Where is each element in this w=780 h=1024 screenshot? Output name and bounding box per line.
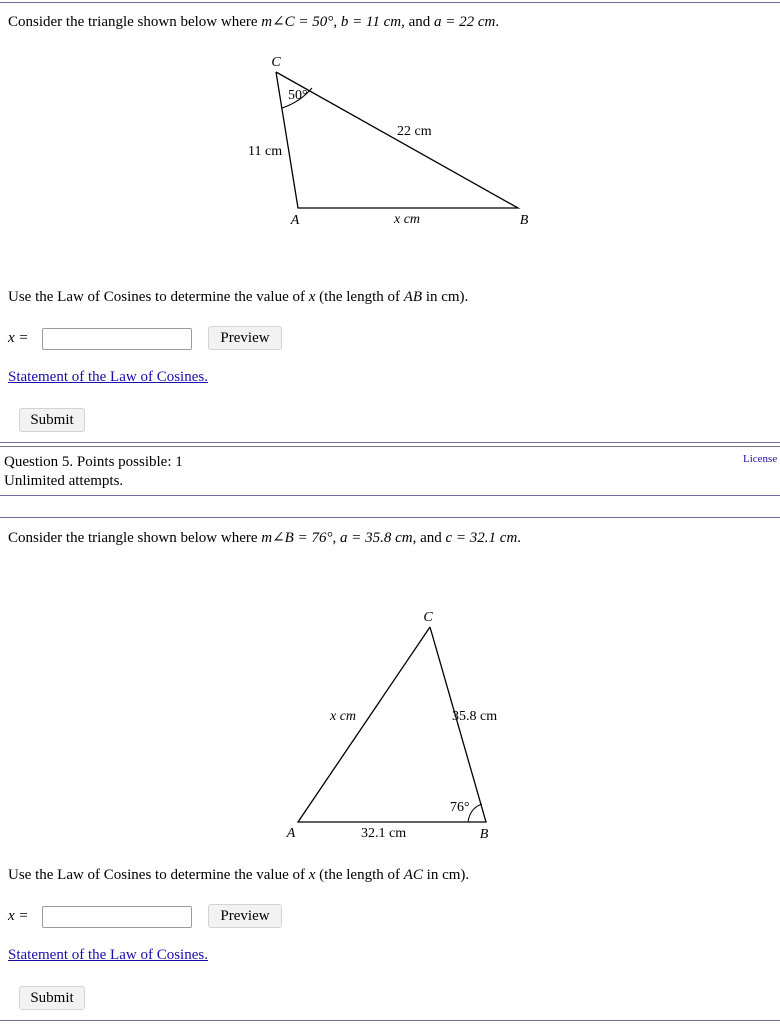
triangle-figure-q5	[0, 590, 780, 850]
given-side-c: c = 32.1 cm	[445, 530, 518, 546]
question-5-header-top-border	[0, 446, 780, 447]
question-5-prompt: Consider the triangle shown below where m∠B = 76°, a = 35.8 cm, and c = 32.1 cm.	[8, 530, 522, 546]
triangle-q5	[298, 627, 486, 822]
answer-label-q4: x =	[8, 330, 29, 346]
law-of-cosines-link-q4[interactable]: Statement of the Law of Cosines.	[8, 369, 208, 385]
question-5-attempts: Unlimited attempts.	[4, 473, 124, 489]
question-4-top-border	[0, 2, 780, 3]
vertex-b-label: B	[479, 827, 489, 842]
question-5-instruction: Use the Law of Cosines to determine the value of x (the length of AC in cm).	[8, 867, 470, 883]
law-of-cosines-link-q5[interactable]: Statement of the Law of Cosines.	[8, 947, 208, 963]
question-4-prompt: Consider the triangle shown below where m∠C = 50°, b = 11 cm, and a = 22 cm.	[8, 14, 500, 30]
vertex-b-label: B	[519, 213, 529, 228]
side-a-label: 22 cm	[397, 124, 432, 139]
question-4-instruction: Use the Law of Cosines to determine the value of x (the length of AB in cm).	[8, 289, 469, 305]
given-angle: m∠C = 50°	[261, 14, 334, 30]
angle-b-label: 76°	[450, 800, 470, 815]
vertex-a-label: A	[290, 213, 300, 228]
submit-button-q5[interactable]: Submit	[19, 986, 85, 1010]
given-side-a: a = 35.8 cm	[339, 530, 413, 546]
side-x-label: x cm	[330, 709, 357, 724]
given-side-b: b = 11 cm	[340, 14, 402, 30]
side-x-label: x cm	[394, 212, 421, 227]
angle-arc-q5	[468, 804, 482, 822]
given-side-a: a = 22 cm	[433, 14, 496, 30]
vertex-c-label: C	[271, 55, 281, 70]
angle-c-label: 50°	[288, 88, 308, 103]
vertex-a-label: A	[286, 826, 296, 841]
given-angle: m∠B = 76°	[261, 530, 333, 546]
triangle-q4	[276, 72, 518, 208]
preview-button-q5[interactable]: Preview	[208, 904, 282, 928]
license-link[interactable]: License	[743, 453, 778, 465]
answer-input-q4[interactable]	[42, 328, 192, 350]
side-b-label: 11 cm	[248, 144, 283, 159]
answer-label-q5: x =	[8, 908, 29, 924]
triangle-figure-q4	[0, 40, 780, 240]
question-5-bottom-border	[0, 1020, 780, 1021]
answer-input-q5[interactable]	[42, 906, 192, 928]
side-c-label: 32.1 cm	[361, 826, 407, 841]
separator-line	[0, 442, 780, 443]
question-5-header-bottom-border	[0, 495, 780, 496]
question-5-title: Question 5. Points possible: 1	[4, 454, 183, 470]
side-a-label: 35.8 cm	[452, 709, 498, 724]
question-5-top-border	[0, 517, 780, 518]
vertex-c-label: C	[423, 610, 433, 625]
prompt-intro: Consider the triangle shown below where	[8, 14, 262, 30]
preview-button-q4[interactable]: Preview	[208, 326, 282, 350]
submit-button-q4[interactable]: Submit	[19, 408, 85, 432]
